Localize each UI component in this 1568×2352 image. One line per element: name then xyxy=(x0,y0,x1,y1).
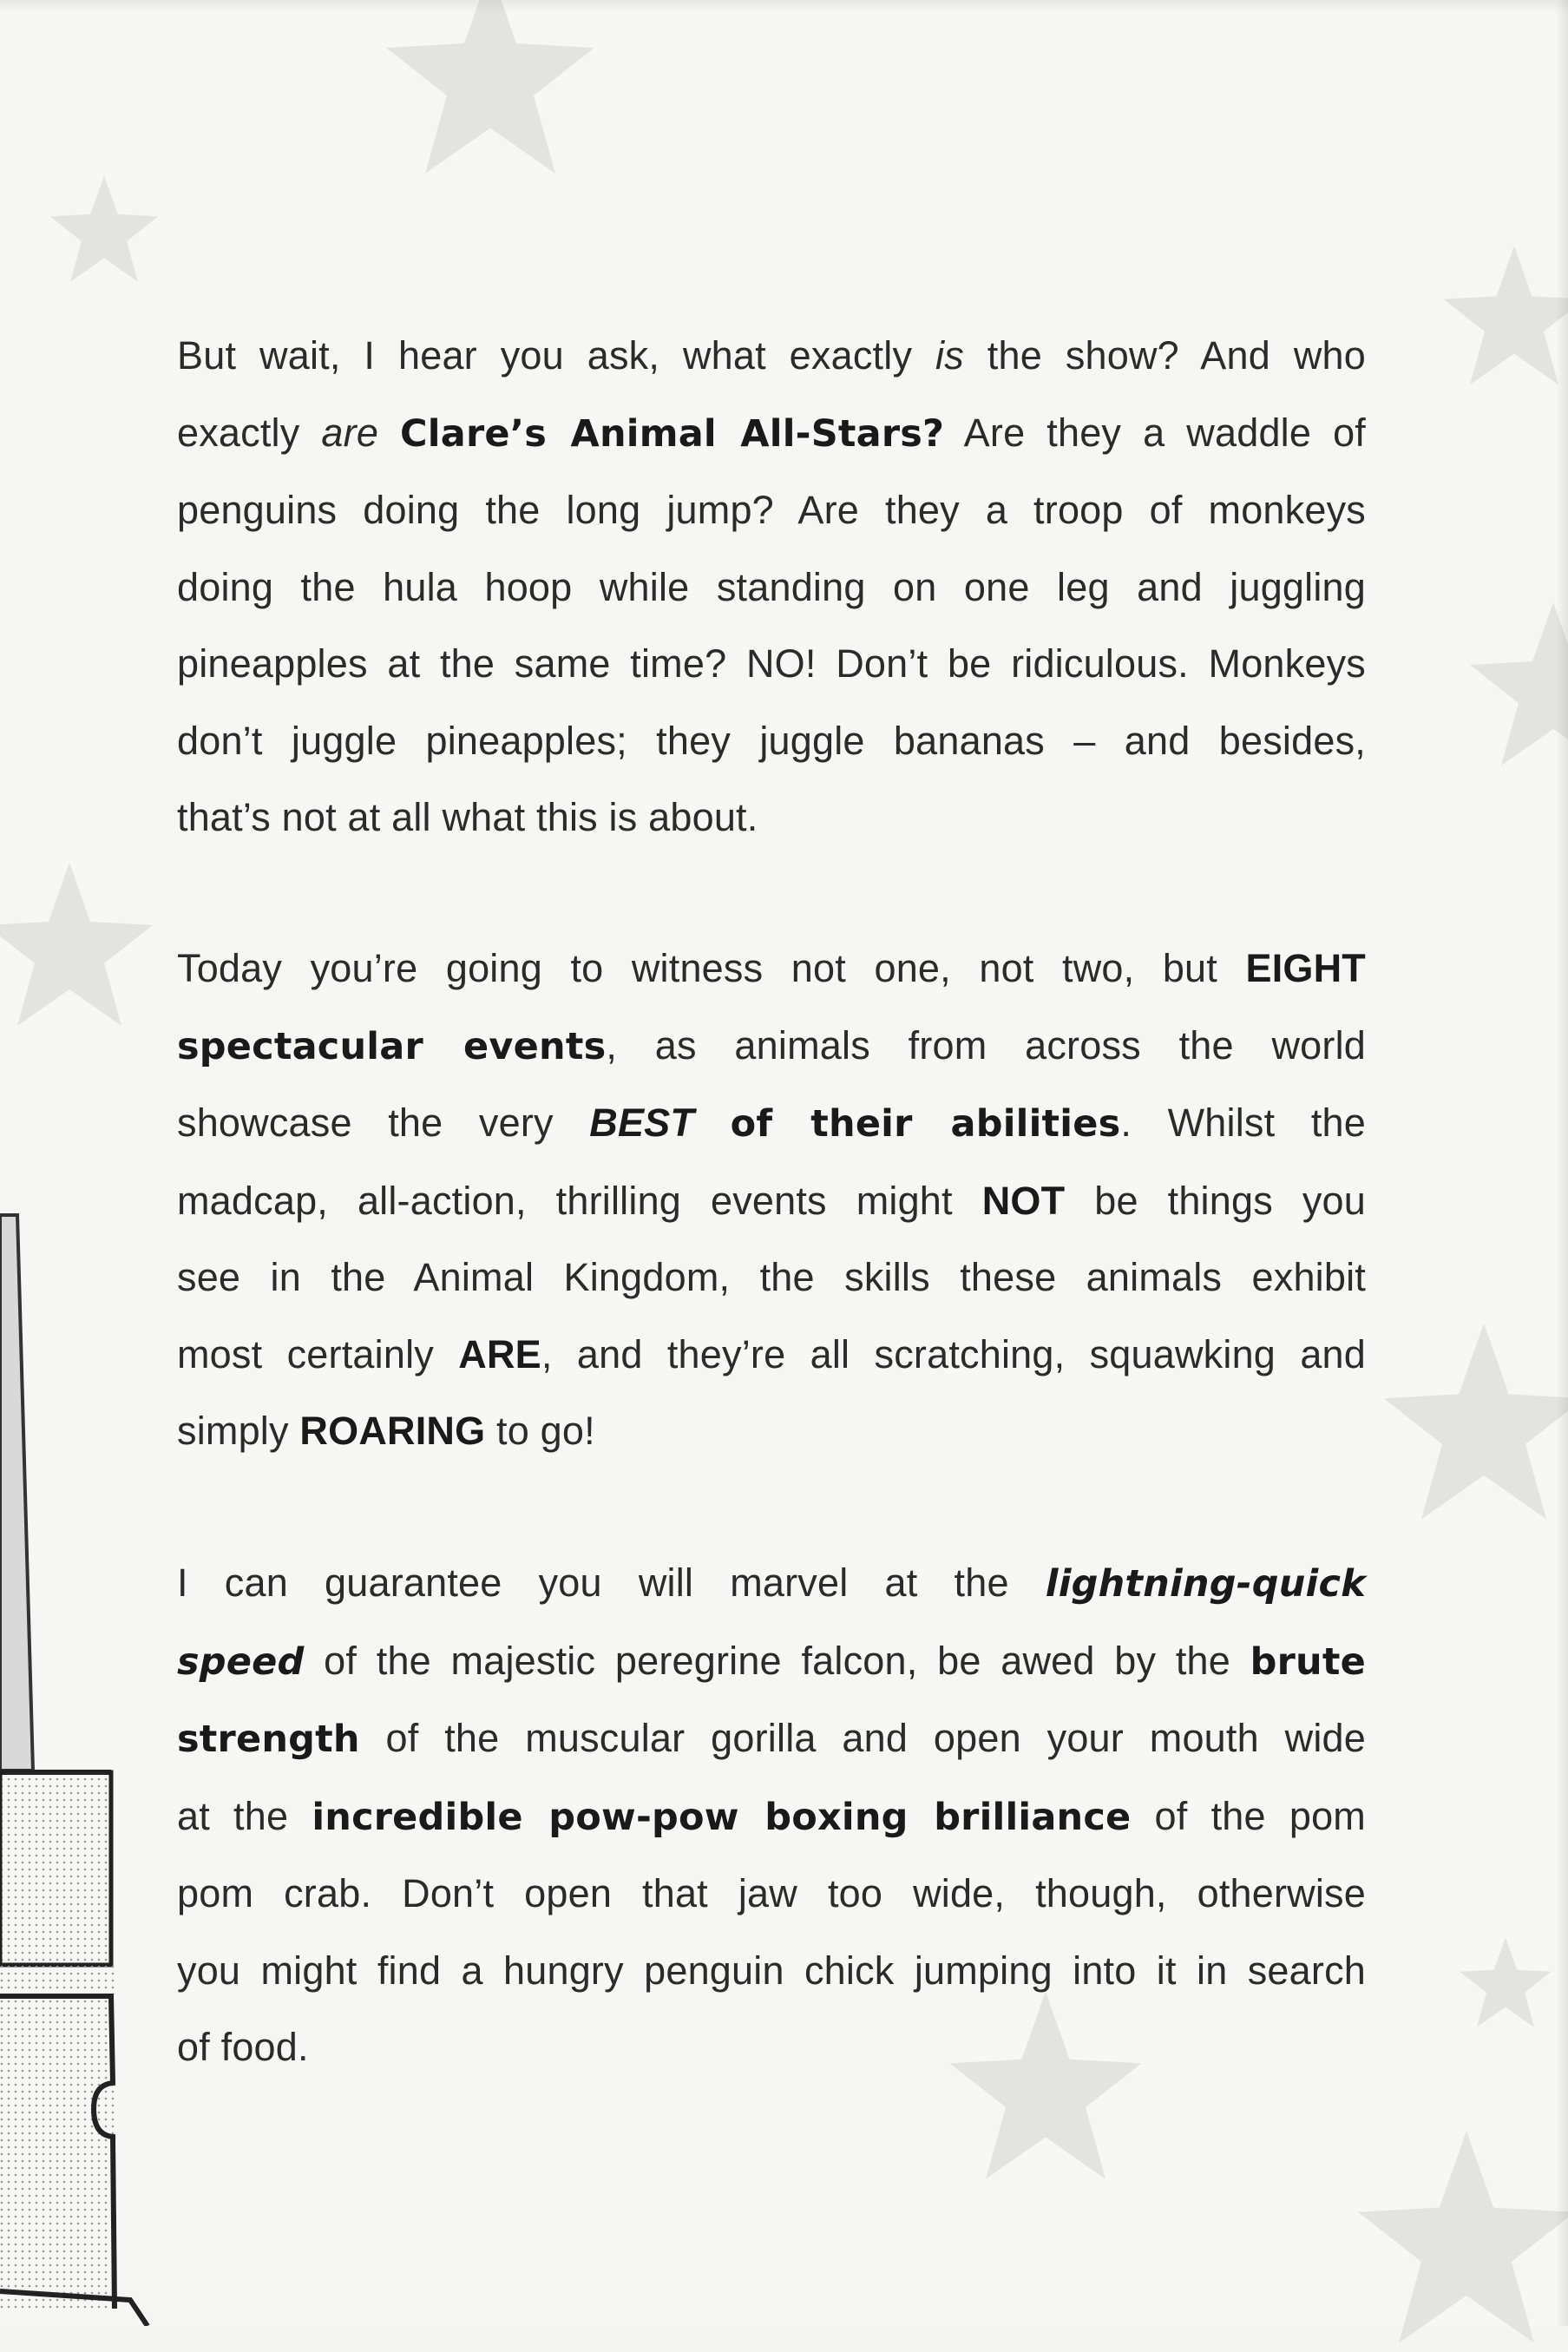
body-text: penguins doing the long jump? Are they a troop of monkeys xyxy=(177,488,1366,532)
text-line xyxy=(177,1545,1366,1623)
body-text xyxy=(378,411,400,455)
body-text: most certainly xyxy=(177,1331,459,1376)
text-line xyxy=(177,1317,1366,1394)
display-emphasis-text: lightning-quick xyxy=(1045,1562,1366,1606)
body-text: to go! xyxy=(485,1409,595,1453)
text-line xyxy=(177,1778,1366,1856)
emphasis-text: ROARING xyxy=(299,1409,486,1453)
body-text: that’s not at all what this is about. xyxy=(177,795,758,839)
text-line xyxy=(177,1393,1366,1470)
body-text: simply xyxy=(177,1409,300,1453)
text-line xyxy=(177,1163,1366,1240)
display-emphasis-text: incredible pow-pow boxing brilliance xyxy=(312,1795,1132,1839)
body-text: of the majestic peregrine falcon, be awed by the xyxy=(304,1638,1250,1683)
page-top-shadow xyxy=(0,0,1568,14)
text-line xyxy=(177,395,1366,473)
body-text: of the pom xyxy=(1131,1793,1366,1838)
display-emphasis-text: strength xyxy=(177,1718,360,1761)
star-decoration-icon xyxy=(1440,243,1568,391)
display-emphasis-text: spectacular events xyxy=(177,1024,607,1068)
star-decoration-icon xyxy=(382,0,599,182)
paragraph-text xyxy=(177,318,1366,857)
body-text: don’t juggle pineapples; they juggle bananas – and besides, xyxy=(177,718,1366,763)
body-text: pineapples at the same time? NO! Don’t be ridiculous. Monkeys xyxy=(177,641,1366,686)
paragraph-text xyxy=(177,930,1366,1470)
display-emphasis-text: of their abilities xyxy=(730,1102,1121,1146)
star-decoration-icon xyxy=(1354,2126,1568,2352)
text-line xyxy=(177,779,1366,857)
body-text: exactly xyxy=(177,410,322,455)
body-text: pom crab. Don’t open that jaw too wide, though, otherwise xyxy=(177,1871,1366,1915)
text-line xyxy=(177,2009,1366,2086)
paragraph-text xyxy=(177,1545,1366,2086)
body-text: Are they a waddle of xyxy=(944,410,1366,455)
display-emphasis-text: speed xyxy=(177,1639,305,1684)
left-edge-illustration xyxy=(0,0,174,2326)
body-text: showcase the very xyxy=(177,1100,590,1145)
emphasis-text: EIGHT xyxy=(1245,946,1366,990)
emphasis-text: ARE xyxy=(458,1331,541,1376)
body-text: madcap, all-action, thrilling events might xyxy=(177,1178,982,1223)
paragraph-events xyxy=(177,930,1366,1470)
emphasis-text: BEST xyxy=(589,1100,695,1145)
paragraph-show-intro xyxy=(177,318,1366,857)
text-line xyxy=(177,1008,1366,1086)
display-emphasis-text: Clare’s Animal All-Stars? xyxy=(400,411,945,456)
paragraph-guarantee xyxy=(177,1545,1366,2086)
body-text: Today you’re going to witness not one, not two, but xyxy=(177,946,1246,990)
text-line xyxy=(177,318,1366,395)
body-text: of food. xyxy=(177,2025,309,2069)
text-line xyxy=(177,626,1366,703)
body-text: I can guarantee you will marvel at the xyxy=(177,1560,1046,1605)
body-text: doing the hula hoop while standing on one leg and juggling xyxy=(177,564,1366,609)
star-decoration-icon xyxy=(1466,599,1568,772)
page-right-shadow xyxy=(1556,0,1568,2326)
text-line xyxy=(177,1933,1366,2010)
star-decoration-icon xyxy=(1458,1935,1553,2031)
body-text: at the xyxy=(177,1793,312,1838)
body-text: . Whilst the xyxy=(1120,1100,1366,1145)
emphasis-text: is xyxy=(935,333,964,378)
text-line xyxy=(177,549,1366,627)
body-text xyxy=(694,1100,731,1145)
text-line xyxy=(177,1085,1366,1163)
body-text: But wait, I hear you ask, what exactly xyxy=(177,333,936,378)
body-text: of the muscular gorilla and open your mouth wide xyxy=(359,1716,1366,1760)
display-emphasis-text: brute xyxy=(1250,1639,1366,1684)
text-line xyxy=(177,703,1366,780)
text-line xyxy=(177,1856,1366,1933)
body-text: you might find a hungry penguin chick jumping into it in search xyxy=(177,1948,1366,1993)
text-line xyxy=(177,472,1366,549)
text-line xyxy=(177,1239,1366,1317)
body-text: be things you xyxy=(1065,1178,1366,1223)
body-text: see in the Animal Kingdom, the skills these animals exhibit xyxy=(177,1255,1366,1299)
text-line xyxy=(177,1700,1366,1778)
emphasis-text: NOT xyxy=(981,1178,1066,1223)
body-text: , as animals from across the world xyxy=(606,1022,1366,1068)
body-text: , and they’re all scratching, squawking and xyxy=(541,1331,1366,1376)
text-line xyxy=(177,1623,1366,1701)
emphasis-text: are xyxy=(321,410,379,455)
body-text: the show? And who xyxy=(963,333,1366,378)
text-line xyxy=(177,930,1366,1008)
star-decoration-icon xyxy=(1380,1319,1568,1527)
